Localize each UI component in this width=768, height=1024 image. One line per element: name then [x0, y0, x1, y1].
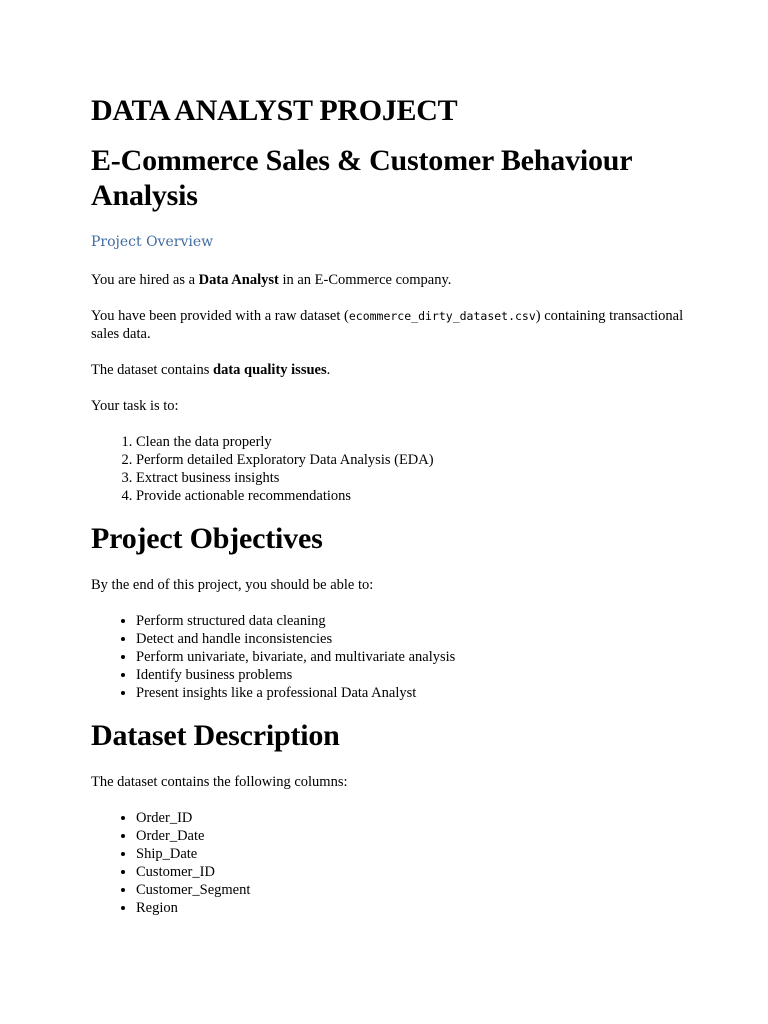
task-item: 3. Extract business insights	[136, 469, 691, 487]
objective-item: • Perform univariate, bivariate, and multivariate analysis	[136, 648, 691, 666]
column-item: • Customer_ID	[136, 863, 691, 881]
objective-item: • Perform structured data cleaning	[136, 612, 691, 630]
hired-prefix: You are hired as a	[91, 272, 199, 288]
dataset-filename: ecommerce_dirty_dataset.csv	[348, 309, 536, 323]
dataset-paragraph	[91, 307, 691, 343]
task-item: 1. Clean the data properly	[136, 433, 691, 451]
column-item: • Ship_Date	[136, 845, 691, 863]
task-intro: Your task is to:	[91, 398, 179, 414]
objective-item: • Present insights like a professional Data Analyst	[136, 684, 691, 702]
objective-item: • Identify business problems	[136, 666, 691, 684]
column-item: • Customer_Segment	[136, 881, 691, 899]
issues-prefix: The dataset contains	[91, 362, 213, 378]
columns-intro: The dataset contains the following columns:	[91, 774, 348, 790]
column-item: • Order_Date	[136, 827, 691, 845]
document-page	[91, 92, 691, 917]
document-title: DATA ANALYST PROJECT	[91, 94, 458, 127]
hired-suffix: in an E-Commerce company.	[278, 272, 452, 288]
objectives-list	[91, 612, 691, 702]
task-item: 4. Provide actionable recommendations	[136, 487, 691, 505]
issues-paragraph	[91, 361, 691, 379]
hired-paragraph	[91, 271, 691, 289]
hired-role: Data Analyst	[198, 272, 279, 288]
task-item: 2. Perform detailed Exploratory Data Analysis (EDA)	[136, 451, 691, 469]
dataset-prefix: You have been provided with a raw dataset (	[91, 308, 349, 324]
dataset-suffix: ) containing transactional sales data.	[91, 308, 684, 342]
dataset-description-heading: Dataset Description	[91, 719, 340, 752]
project-overview-heading: Project Overview	[91, 234, 214, 250]
columns-list	[91, 809, 691, 917]
issues-suffix: .	[326, 362, 331, 378]
objectives-intro: By the end of this project, you should be able to:	[91, 577, 374, 593]
issues-emphasis: data quality issues	[213, 362, 327, 378]
objective-item: • Detect and handle inconsistencies	[136, 630, 691, 648]
column-item: • Order_ID	[136, 809, 691, 827]
document-subtitle: E-Commerce Sales & Customer Behaviour Analysis	[91, 144, 632, 212]
project-objectives-heading: Project Objectives	[91, 522, 323, 555]
task-list	[91, 433, 691, 505]
column-item: • Region	[136, 899, 691, 917]
